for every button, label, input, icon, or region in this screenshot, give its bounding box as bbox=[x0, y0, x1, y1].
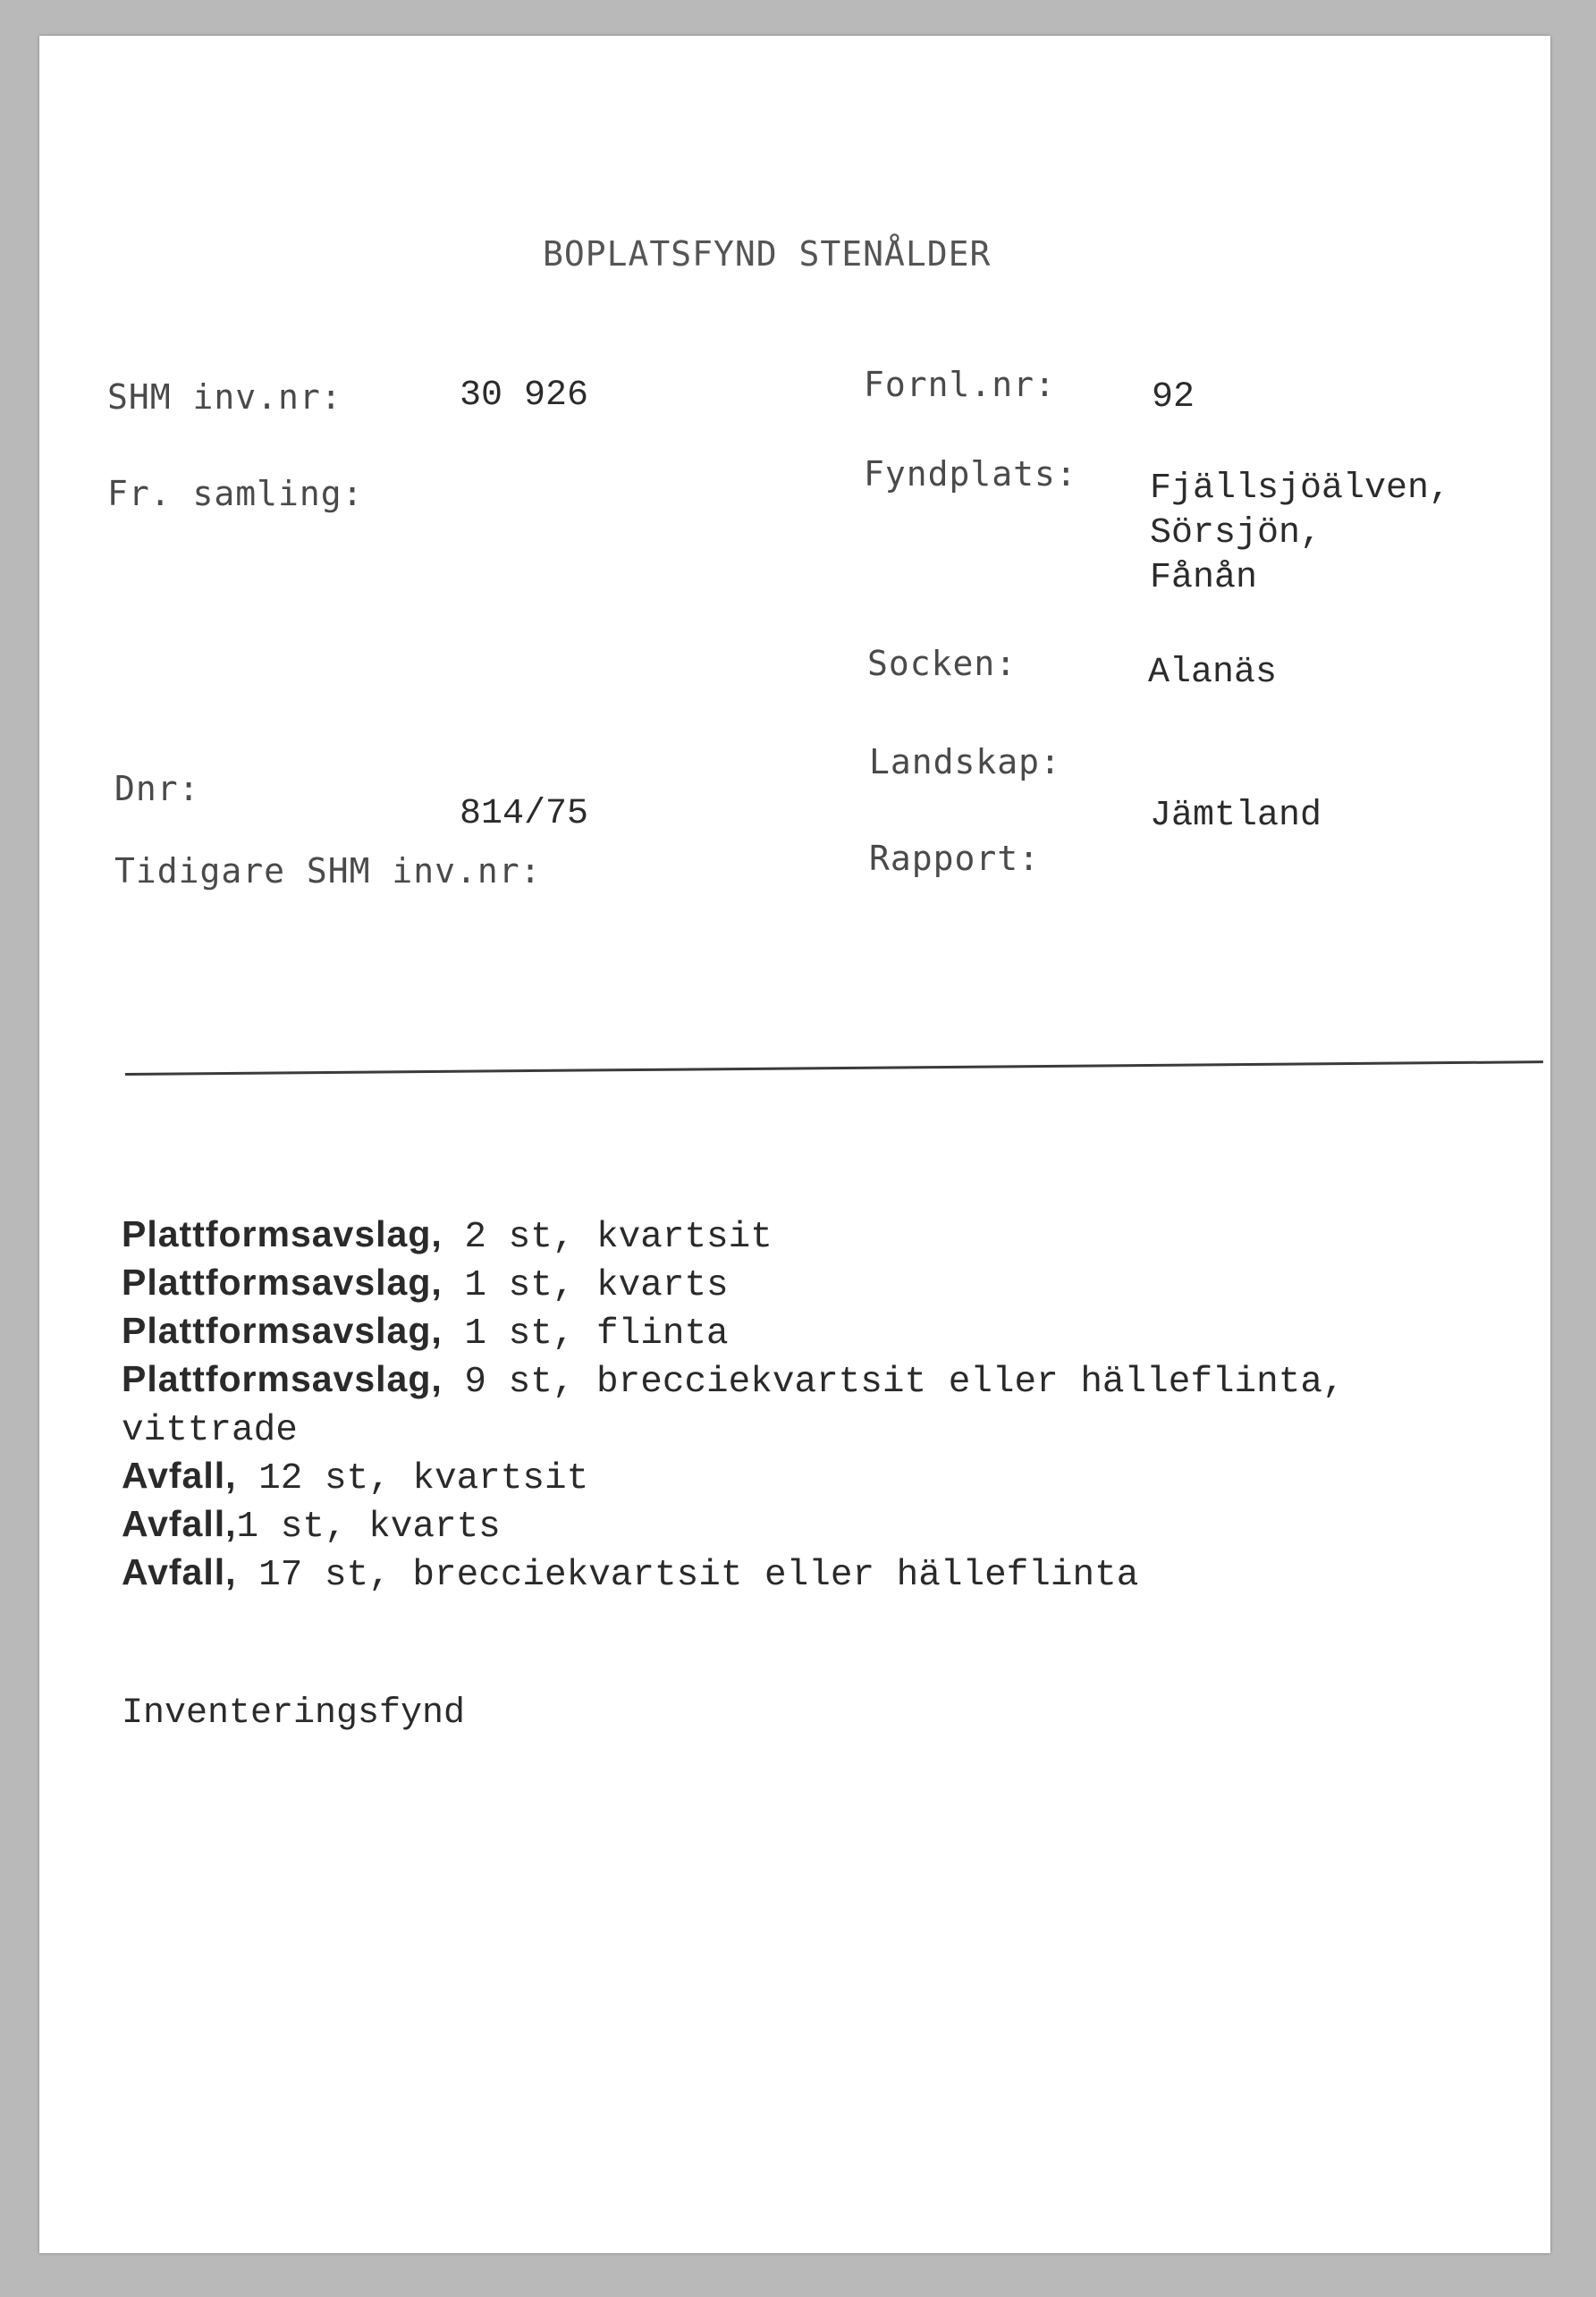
list-item: Avfall, 12 st, kvartsit bbox=[122, 1455, 589, 1499]
list-item: Plattformsavslag, 1 st, kvarts bbox=[122, 1262, 729, 1306]
catalog-card bbox=[39, 36, 1550, 2253]
fyndplats-line-1: Fjällsjöälven, bbox=[1150, 469, 1451, 509]
landskap-value: Jämtland bbox=[1150, 796, 1322, 836]
fornl-label: Fornl.nr: bbox=[864, 365, 1056, 404]
fornl-value: 92 bbox=[1152, 377, 1195, 418]
list-item: Plattformsavslag, 2 st, kvartsit bbox=[122, 1213, 773, 1258]
shm-inv-value: 30 926 bbox=[460, 376, 589, 416]
dnr-label: Dnr: bbox=[114, 769, 200, 808]
fr-samling-label: Fr. samling: bbox=[107, 474, 364, 513]
list-item: Avfall,1 st, kvarts bbox=[122, 1503, 501, 1548]
rapport-label: Rapport: bbox=[869, 839, 1041, 878]
list-item: vittrade bbox=[122, 1410, 298, 1451]
socken-value: Alanäs bbox=[1148, 653, 1278, 693]
card-title: BOPLATSFYND STENÅLDER bbox=[543, 234, 992, 274]
list-item: Plattformsavslag, 1 st, flinta bbox=[122, 1310, 729, 1355]
list-item: Plattformsavslag, 9 st, brecciekvartsit eller hälleflinta, bbox=[122, 1358, 1345, 1403]
dnr-value: 814/75 bbox=[460, 794, 589, 834]
footer-note: Inventeringsfynd bbox=[122, 1693, 466, 1734]
list-item: Avfall, 17 st, brecciekvartsit eller hälleflinta bbox=[122, 1551, 1139, 1596]
find-list bbox=[122, 1212, 1345, 1598]
tidigare-shm-label: Tidigare SHM inv.nr: bbox=[114, 851, 542, 891]
fyndplats-line-2: Sörsjön, bbox=[1150, 513, 1322, 553]
fyndplats-line-3: Fånån bbox=[1150, 558, 1258, 598]
divider-line bbox=[125, 1060, 1543, 1076]
socken-label: Socken: bbox=[867, 644, 1018, 683]
fyndplats-label: Fyndplats: bbox=[864, 454, 1077, 494]
landskap-label: Landskap: bbox=[869, 742, 1061, 781]
shm-inv-label: SHM inv.nr: bbox=[107, 377, 342, 417]
